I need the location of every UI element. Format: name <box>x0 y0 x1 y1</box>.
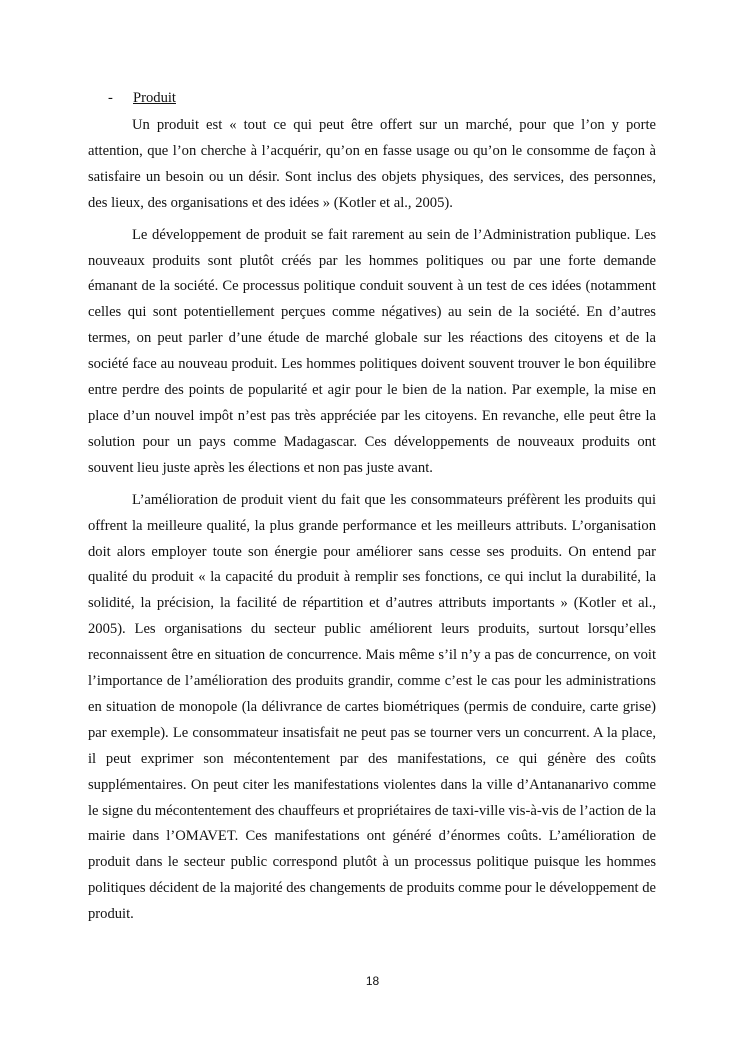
page-body <box>88 86 656 934</box>
section-heading: Produit <box>133 90 176 106</box>
bullet-dash: - <box>108 90 113 106</box>
page-number: 18 <box>365 974 380 988</box>
paragraph-development: Le développement de produit se fait rarement au sein de l’Administration publique. Les nouveaux produits sont plutôt créés par les hommes politiques ou par une forte demande émanant de la société. Ce processus politique conduit souvent à un test de ces idées (notamment celles qui sont potentiellement perçues comme négatives) au sein de la société. En d’autres termes, on peut parler d’une étude de marché globale sur les réactions des citoyens et de la société face au nouveau produit. Les hommes politiques doivent souvent trouver le bon équilibre entre perdre des points de popularité et agir pour le bien de la nation. Par exemple, la mise en place d’un nouvel impôt n’est pas très appréciée par les citoyens. En revanche, elle peut être la solution pour un pays comme Madagascar. Ces développements de nouveaux produits ont souvent lieu juste après les élections et non pas juste avant. <box>88 226 656 476</box>
paragraph-definition: Un produit est « tout ce qui peut être offert sur un marché, pour que l’on y porte attention, que l’on cherche à l’acquérir, qu’on en fasse usage ou qu’on le consomme de façon à satisfaire un besoin ou un désir. Sont inclus des objets physiques, des services, des personnes, des lieux, des organisations et des idées » (Kotler et al., 2005). <box>88 117 656 211</box>
section-heading-row <box>88 86 656 110</box>
paragraph-improvement: L’amélioration de produit vient du fait que les consommateurs préfèrent les produits qui offrent la meilleure qualité, la plus grande performance et les meilleurs attributs. L’organisation doit alors employer toute son énergie pour améliorer sans cesse ses produits. On entend par qualité du produit « la capacité du produit à remplir ses fonctions, ce qui inclut la durabilité, la solidité, la précision, la facilité de répartition et d’autres attributs importants » (Kotler et al., 2005). Les organisations du secteur public améliorent leurs produits, surtout lorsqu’elles reconnaissent être en situation de concurrence. Mais même s’il n’y a pas de concurrence, on voit l’importance de l’amélioration des produits grandir, comme c’est le cas pour les administrations en situation de monopole (la délivrance de cartes biométriques (permis de conduire, carte grise) par exemple). Le consommateur insatisfait ne peut pas se tourner vers un concurrent. A la place, il peut exprimer son mécontentement par des manifestations, ce qui génère des coûts supplémentaires. On peut citer les manifestations violentes dans la ville d’Antananarivo comme le signe du mécontentement des chauffeurs et propriétaires de taxi-ville vis-à-vis de l’action de la mairie dans l’OMAVET. Ces manifestations ont généré d’énormes coûts. L’amélioration de produit dans le secteur public correspond plutôt à un processus politique puisque les hommes politiques décident de la majorité des changements de produits comme pour le développement de produit. <box>88 491 656 923</box>
